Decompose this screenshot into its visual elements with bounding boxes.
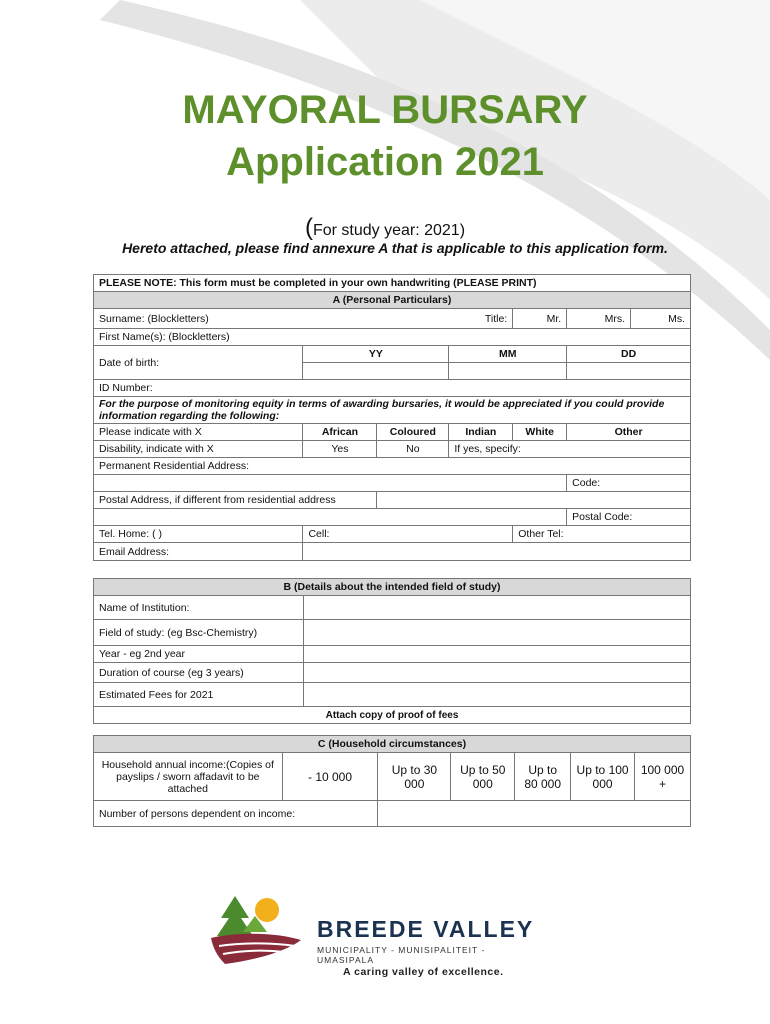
duration-label: Duration of course (eg 3 years) <box>94 663 304 683</box>
logo-tagline: A caring valley of excellence. <box>343 966 504 978</box>
section-a-heading: A (Personal Particulars) <box>94 292 691 309</box>
title-label: Title: <box>484 312 508 325</box>
income-band-6[interactable]: 100 000 + <box>635 753 691 801</box>
income-band-4[interactable]: Up to 80 000 <box>515 753 571 801</box>
title-ms[interactable]: Ms. <box>631 309 691 329</box>
permanent-address-line2[interactable] <box>94 475 567 492</box>
income-band-5[interactable]: Up to 100 000 <box>571 753 635 801</box>
race-white[interactable]: White <box>513 424 567 441</box>
dob-dd: DD <box>567 346 691 363</box>
logo-municipality: MUNICIPALITY - MUNISIPALITEIT - UMASIPALA <box>317 945 486 965</box>
id-number-field[interactable]: ID Number: <box>94 380 691 397</box>
field-input[interactable] <box>303 620 690 646</box>
title-mrs[interactable]: Mrs. <box>567 309 631 329</box>
surname-label: Surname: (Blockletters) <box>99 312 209 325</box>
year-input[interactable] <box>303 646 690 663</box>
race-african[interactable]: African <box>303 424 377 441</box>
permanent-address-field[interactable]: Permanent Residential Address: <box>94 458 691 475</box>
income-band-1[interactable]: - 10 000 <box>282 753 378 801</box>
annexure-note: Hereto attached, please find annexure A that is applicable to this application form. <box>122 240 668 256</box>
fees-input[interactable] <box>303 683 690 707</box>
disability-no[interactable]: No <box>377 441 449 458</box>
postal-address-line2[interactable] <box>94 509 567 526</box>
dob-label: Date of birth: <box>94 346 303 380</box>
race-other[interactable]: Other <box>567 424 691 441</box>
income-band-3[interactable]: Up to 50 000 <box>451 753 515 801</box>
disability-yes[interactable]: Yes <box>303 441 377 458</box>
title-line-2: Application 2021 <box>226 140 544 184</box>
study-year <box>0 214 770 242</box>
study-year-paren: ( <box>304 214 313 241</box>
section-c-heading: C (Household circumstances) <box>94 736 691 753</box>
dependents-input[interactable] <box>378 801 691 827</box>
disability-label: Disability, indicate with X <box>94 441 303 458</box>
study-year-text: For study year: 2021) <box>312 222 466 239</box>
race-label: Please indicate with X <box>94 424 303 441</box>
section-b-heading: B (Details about the intended field of study) <box>94 579 691 596</box>
dob-mm-input[interactable] <box>449 363 567 380</box>
logo-emblem-icon <box>205 888 305 968</box>
institution-input[interactable] <box>303 596 690 620</box>
equity-note: For the purpose of monitoring equity in terms of awarding bursaries, it would be appreciated if you could provide information regarding the following: <box>94 397 691 424</box>
breede-valley-logo <box>205 888 545 988</box>
dob-yy-input[interactable] <box>303 363 449 380</box>
fees-label: Estimated Fees for 2021 <box>94 683 304 707</box>
race-coloured[interactable]: Coloured <box>377 424 449 441</box>
dependents-label: Number of persons dependent on income: <box>94 801 378 827</box>
cell-field[interactable]: Cell: <box>303 526 513 543</box>
postal-code-field[interactable]: Postal Code: <box>567 509 691 526</box>
duration-input[interactable] <box>303 663 690 683</box>
section-a-table <box>93 274 691 561</box>
email-input[interactable] <box>303 543 691 561</box>
email-label: Email Address: <box>94 543 303 561</box>
first-names-field[interactable]: First Name(s): (Blockletters) <box>94 329 691 346</box>
other-tel-field[interactable]: Other Tel: <box>513 526 691 543</box>
dob-dd-input[interactable] <box>567 363 691 380</box>
disability-specify[interactable]: If yes, specify: <box>449 441 691 458</box>
income-label: Household annual income:(Copies of payslips / sworn affadavit to be attached <box>94 753 283 801</box>
tel-home-field[interactable]: Tel. Home: ( ) <box>94 526 303 543</box>
postal-address-input[interactable] <box>377 492 691 509</box>
dob-yy: YY <box>303 346 449 363</box>
attach-note: Attach copy of proof of fees <box>94 707 691 724</box>
race-indian[interactable]: Indian <box>449 424 513 441</box>
dob-mm: MM <box>449 346 567 363</box>
field-label: Field of study: (eg Bsc-Chemistry) <box>94 620 304 646</box>
title-mr[interactable]: Mr. <box>513 309 567 329</box>
title-line-1: MAYORAL BURSARY <box>182 88 588 132</box>
income-band-2[interactable]: Up to 30 000 <box>378 753 451 801</box>
postal-address-label: Postal Address, if different from residential address <box>94 492 377 509</box>
permanent-code-field[interactable]: Code: <box>567 475 691 492</box>
section-c-table <box>93 735 691 827</box>
logo-name: BREEDE VALLEY <box>317 916 535 942</box>
please-note: PLEASE NOTE: This form must be completed in your own handwriting (PLEASE PRINT) <box>94 275 691 292</box>
year-label: Year - eg 2nd year <box>94 646 304 663</box>
surname-field[interactable] <box>94 309 513 329</box>
institution-label: Name of Institution: <box>94 596 304 620</box>
section-b-table <box>93 578 691 724</box>
